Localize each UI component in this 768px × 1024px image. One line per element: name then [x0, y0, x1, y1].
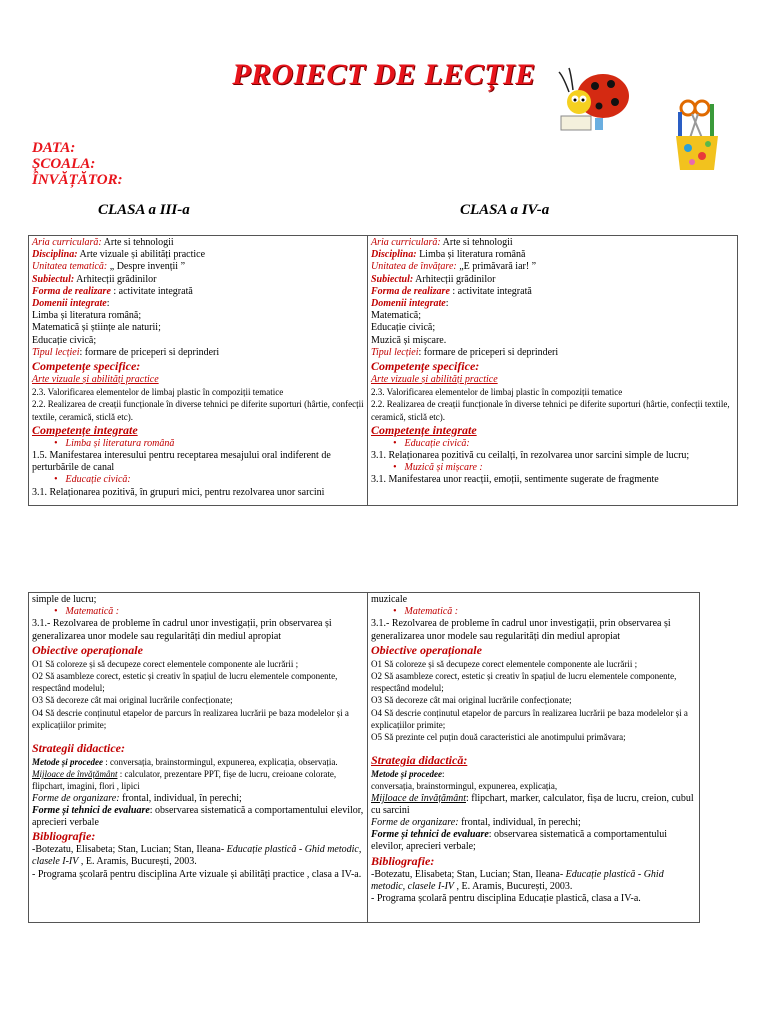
right-unit-label: Unitatea de învățare: — [371, 261, 457, 273]
left-ci-bullet2: • Educație civică: — [32, 474, 364, 486]
right-met-value: : — [441, 769, 445, 780]
right-ci-text2: 3.1. Manifestarea unor reacții, emoții, sentimente sugerate de fragmente — [371, 474, 659, 486]
right-bib1-title: Educație plastică - Ghid metodic, clasele I-IV — [371, 868, 664, 892]
left-unit-value: „ Despre invenții ” — [107, 261, 186, 273]
left-dom-item: Limba și literatura română; — [32, 310, 142, 322]
right-objective: O1 Să coloreze și să decupeze corect elementele componente ale lucrării ; — [371, 658, 638, 669]
right-strategy-heading: Strategia didactică: — [371, 753, 468, 768]
right-ci-heading: Competențe integrate — [371, 422, 477, 437]
left-ob-heading: Obiective operaționale — [32, 642, 143, 657]
right-dom-item: Educație civică; — [371, 322, 436, 334]
right-ev-label: Forme și tehnici de evaluare — [371, 829, 489, 841]
left-continuation: simple de lucru; — [32, 594, 97, 605]
right-cs2: 2.2. Realizarea de creații funcționale în diverse tehnici pe diferite suporturi (hârtie, confecții textile, ceramică, sticlă etc). — [371, 399, 730, 422]
right-ev-value: : observarea sistematică a comportamentului elevilor, aprecieri verbale; — [371, 829, 668, 853]
right-objective: O5 Să prezinte cel puțin două caracteristici ale anotimpului primăvara; — [371, 732, 626, 743]
right-tip-value: : formare de priceperi si deprinderi — [418, 346, 559, 358]
left-objective: O3 Să decoreze cât mai original lucrările confecționate; — [32, 695, 233, 706]
right-org-label: Forme de organizare: — [371, 817, 459, 829]
left-disc-value: Arte vizuale și abilități practice — [77, 249, 206, 261]
left-mij-label: Mijloace de învățământ — [32, 769, 118, 780]
right-mat-text: 3.1.- Rezolvarea de probleme în cadrul unor investigații, prin observarea și generalizarea unor modele sau regularități din mediul apropiat — [371, 618, 671, 642]
left-bib1-authors: -Botezatu, Elisabeta; Stan, Lucian; Stan, Ileana- — [32, 844, 227, 856]
left-ci-heading: Competențe integrate — [32, 422, 138, 437]
right-objective: O3 Să decoreze cât mai original lucrările confecționate; — [371, 695, 572, 706]
right-mij-value: : flipchart, marker, calculator, fișa de lucru, creion, cubul cu sarcini — [371, 792, 694, 816]
left-objective: O4 Să descrie conținutul etapelor de parcurs în realizarea lucrării pe baza modelelor și a explicațiilor primite; — [32, 707, 349, 730]
right-arie-label: Aria curriculară: — [371, 237, 441, 248]
right-objective: O4 Să descrie conținutul etapelor de parcurs în realizarea lucrării pe baza modelelor și a explicațiilor primite; — [371, 707, 688, 730]
left-cs-sub: Arte vizuale și abilități practice — [32, 374, 159, 386]
right-cs-heading: Competențe specifice: — [371, 359, 480, 374]
left-disc-label: Disciplina: — [32, 249, 78, 261]
left-mij-value: : calculator, prezentare PPT, fișe de lucru, creioane colorate, flipchart, imagini, flori , lipici — [32, 769, 337, 792]
right-dom-item: Matematică; — [371, 310, 421, 322]
left-bib-heading: Bibliografie: — [32, 829, 96, 844]
right-arie-value: Arte si tehnologii — [440, 237, 513, 248]
left-met-label: Metode și procedee — [32, 757, 103, 768]
lesson-table-top — [28, 235, 738, 506]
data-label: DATA: — [32, 140, 76, 156]
right-forma-label: Forma de realizare — [371, 285, 450, 297]
left-column-bottom — [29, 593, 368, 923]
left-ev-value: : observarea sistematică a comportamentului elevilor, aprecieri verbale — [32, 804, 364, 829]
right-org-value: frontal, individual, în perechi; — [458, 817, 581, 829]
right-cs-sub: Arte vizuale și abilități practice — [371, 374, 498, 386]
right-met-label: Metode și procedee — [371, 769, 442, 780]
page-title: PROIECT DE LECȚIE — [232, 58, 536, 91]
left-cs-heading: Competențe specifice: — [32, 359, 141, 374]
right-bib2: - Programa școlară pentru disciplina Educație plastică, clasa a IV-a. — [371, 893, 641, 905]
right-bib1-publisher: , E. Aramis, București, 2003. — [454, 880, 573, 892]
right-mat-bullet: • Matematică : — [371, 606, 696, 618]
left-met-value: : conversația, brainstormingul, expunerea, explicația, observația. — [102, 757, 338, 768]
left-mat-text: 3.1.- Rezolvarea de probleme în cadrul unor investigații, prin observarea și generalizarea unor modele sau regularități din mediul apropiat — [32, 618, 332, 642]
left-ci-text2: 3.1. Relaționarea pozitivă, în grupuri mici, pentru rezolvarea unor sarcini — [32, 486, 325, 498]
right-bib-heading: Bibliografie: — [371, 853, 435, 868]
lesson-table-bottom — [28, 592, 700, 923]
left-bib2: - Programa școlară pentru disciplina Arte vizuale și abilități practice , clasa a IV-a. — [32, 868, 362, 880]
left-tip-value: : formare de priceperi si deprinderi — [79, 346, 220, 358]
left-objective: O1 Să coloreze și să decupeze corect elementele componente ale lucrării ; — [32, 658, 299, 669]
right-subj-value: Arhitecții grădinilor — [413, 273, 496, 285]
right-bib1-authors: -Botezatu, Elisabeta; Stan, Lucian; Stan, Ileana- — [371, 868, 566, 880]
right-continuation: muzicale — [371, 594, 408, 605]
right-dom-label: Domenii integrate — [371, 298, 446, 310]
right-ci-bullet1: • Educație civică: — [371, 438, 734, 450]
right-unit-value: „E primăvară iar! ” — [456, 261, 537, 273]
right-forma-value: : activitate integrată — [449, 285, 532, 297]
right-tip-label: Tipul lecției — [371, 346, 419, 358]
right-ci-text1: 3.1. Relaționarea pozitivă cu ceilalți, în rezolvarea unor sarcini simple de lucru; — [371, 450, 690, 462]
left-arie-value: Arte si tehnologii — [101, 237, 174, 248]
left-forma-label: Forma de realizare — [32, 285, 111, 297]
right-cs1: 2.3. Valorificarea elementelor de limbaj plastic în compoziții tematice — [371, 387, 623, 398]
left-org-value: frontal, individual, în perechi; — [119, 792, 242, 804]
right-met-line: conversația, brainstormingul, expunerea, explicația, — [371, 781, 558, 792]
left-dom-label: Domenii integrate — [32, 298, 107, 310]
left-ci-bullet1: • Limba și literatura română — [32, 438, 364, 450]
right-column-top: Aria curriculară: Arte si tehnologii Disciplina: Limba și literatura română Unitatea de învățare: „E primăvară iar! ” Subiectul: Arhitecții grădinilor Forma de realizare : activitate integrată Domenii integrate: Matematică; Educație civică; Muzică și mișcare. Tipul lecției: formare de priceperi si deprinderi Competențe specifice: Arte vizuale și abilități practice 2.3. Valorificarea elementelor de limbaj plastic în compoziții tematice 2.2. Realizarea de creații funcționale în diverse tehnici pe diferite suporturi (hârtie, confecții textile, ceramică, sticlă etc). Competențe integrate • Educație civică: 3.1. Relaționarea pozitivă cu ceilalți, în rezolvarea unor sarcini simple de lucru; • Muzică și mișcare : 3.1. Manifestarea unor reacții, emoții, sentimente sugerate de fragmente — [368, 236, 738, 506]
left-cs1: 2.3. Valorificarea elementelor de limbaj plastic în compoziții tematice — [32, 387, 284, 398]
right-disc-value: Limba și literatura română — [416, 249, 526, 261]
right-ob-heading: Obiective operaționale — [371, 642, 482, 657]
left-dom-item: Educație civică; — [32, 334, 97, 346]
clasa-right-heading: CLASA a IV-a — [460, 202, 550, 218]
right-dom-item: Muzică și mișcare. — [371, 334, 447, 346]
left-tip-label: Tipul lecției — [32, 346, 80, 358]
clasa-left-heading: CLASA a III-a — [98, 202, 190, 218]
left-org-label: Forme de organizare: — [32, 792, 120, 804]
left-ev-label: Forme și tehnici de evaluare — [32, 804, 150, 816]
right-subj-label: Subiectul: — [371, 273, 414, 285]
scoala-label: ȘCOALA: — [32, 156, 96, 172]
left-subj-value: Arhitecții grădinilor — [74, 273, 157, 285]
left-forma-value: : activitate integrată — [110, 285, 193, 297]
right-ci-bullet2: • Muzică și mișcare : — [371, 462, 734, 474]
left-strategy-heading: Strategii didactice: — [32, 741, 125, 756]
right-column-bottom — [368, 593, 700, 923]
left-arie-label: Aria curriculară: — [32, 237, 102, 248]
right-mij-label: Mijloace de învățământ — [371, 792, 466, 804]
left-column-top: Aria curriculară: Arte si tehnologii Disciplina: Arte vizuale și abilități practice Unitatea tematică: „ Despre invenții ” Subiectul: Arhitecții grădinilor Forma de realizare : activitate integrată Domenii integrate: Limba și literatura română; Matematică și științe ale naturii; Educație civică; Tipul lecției: formare de priceperi si deprinderi Competențe specifice: Arte vizuale și abilități practice 2.3. Valorificarea elementelor de limbaj plastic în compoziții tematice 2.2. Realizarea de creații funcționale în diverse tehnici pe diferite suporturi (hârtie, confecții textile, ceramică, sticlă etc). Competențe integrate • Limba și literatura română 1.5. Manifestarea interesului pentru receptarea mesajului oral indiferent de perturbările de canal • Educație civică: 3.1. Relaționarea pozitivă, în grupuri mici, pentru rezolvarea unor sarcini — [29, 236, 368, 506]
left-cs2: 2.2. Realizarea de creații funcționale în diverse tehnici pe diferite suporturi (hârtie, confecții textile, ceramică, sticlă etc). — [32, 399, 364, 422]
left-unit-label: Unitatea tematică: — [32, 261, 108, 273]
ladybug-illustration — [555, 62, 635, 142]
left-ci-text1: 1.5. Manifestarea interesului pentru receptarea mesajului oral indiferent de perturbările de canal — [32, 450, 331, 474]
left-mat-bullet: • Matematică : — [32, 606, 364, 618]
left-bib1-publisher: , E. Aramis, București, 2003. — [78, 856, 197, 868]
invatator-label: ÎNVĂȚĂTOR: — [32, 172, 123, 188]
right-disc-label: Disciplina: — [371, 249, 417, 261]
scissors-cup-illustration — [672, 96, 722, 174]
right-objective: O2 Să asambleze corect, estetic și creativ în spațiul de lucru elementele componente, respectând modelul; — [371, 671, 677, 694]
left-subj-label: Subiectul: — [32, 273, 75, 285]
left-bib1-title: Educație plastică - Ghid metodic, clasele I-IV — [32, 844, 362, 868]
left-dom-item: Matematică și științe ale naturii; — [32, 322, 161, 334]
left-objective: O2 Să asambleze corect, estetic și creativ în spațiul de lucru elementele componente, respectând modelul; — [32, 671, 338, 694]
